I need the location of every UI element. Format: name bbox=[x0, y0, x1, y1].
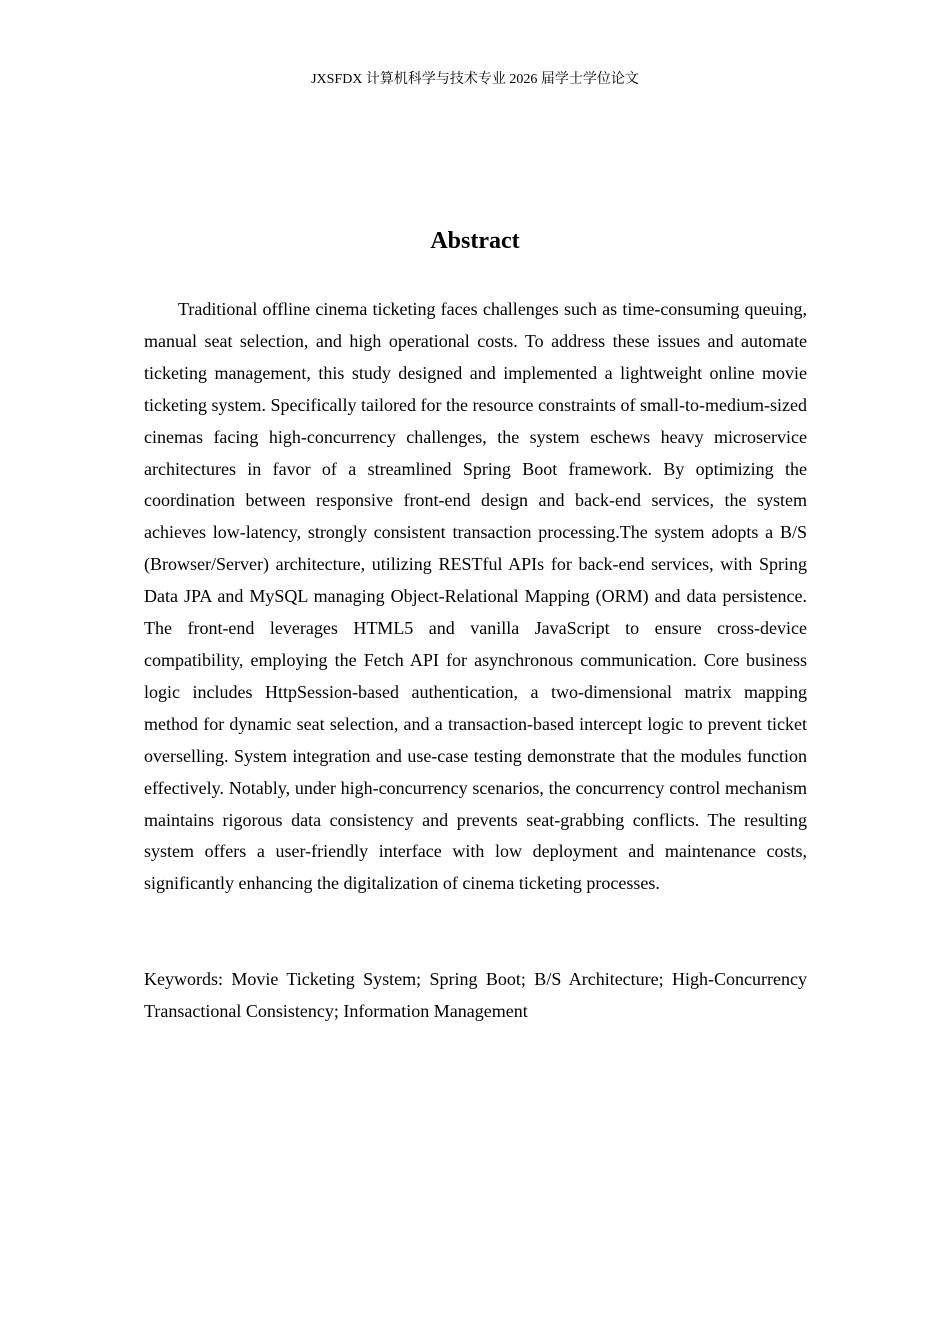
abstract-title: Abstract bbox=[430, 228, 520, 254]
keywords-line: Keywords: Movie Ticketing System; Spring Boot; B/S Architecture; High-Concurrency Transactional Consistency; Information Management bbox=[144, 969, 807, 1021]
abstract-body: Traditional offline cinema ticketing faces challenges such as time-consuming queuing, manual seat selection, and high operational costs. To address these issues and automate ticketing management, this study designed and implemented a lightweight online movie ticketing system. Specifically tailored for the resource constraints of small-to-medium-sized cinemas facing high-concurrency challenges, the system eschews heavy microservice architectures in favor of a streamlined Spring Boot framework. By optimizing the coordination between responsive front-end design and back-end services, the system achieves low-latency, strongly consistent transaction processing.The system adopts a B/S (Browser/Server) architecture, utilizing RESTful APIs for back-end services, with Spring Data JPA and MySQL managing Object-Relational Mapping (ORM) and data persistence. The front-end leverages HTML5 and vanilla JavaScript to ensure cross-device compatibility, employing the Fetch API for asynchronous communication. Core business logic includes HttpSession-based authentication, a two-dimensional matrix mapping method for dynamic seat selection, and a transaction-based intercept logic to prevent ticket overselling. System integration and use-case testing demonstrate that the modules function effectively. Notably, under high-concurrency scenarios, the concurrency control mechanism maintains rigorous data consistency and prevents seat-grabbing conflicts. The resulting system offers a user-friendly interface with low deployment and maintenance costs, significantly enhancing the digitalization of cinema ticketing processes. bbox=[144, 299, 807, 894]
running-header: JXSFDX 计算机科学与技术专业 2026 届学士学位论文 bbox=[311, 72, 639, 87]
